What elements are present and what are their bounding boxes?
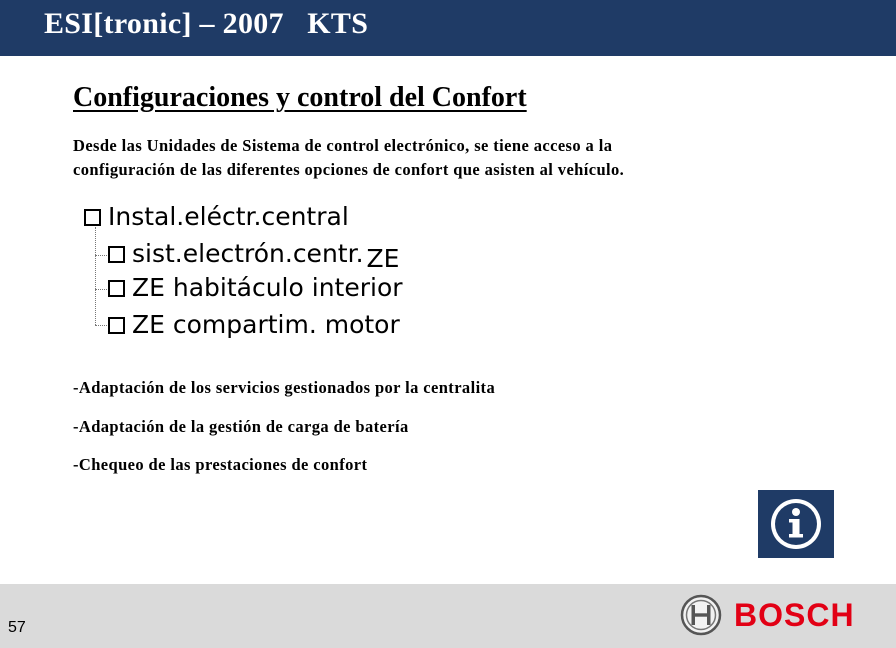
checkbox-icon[interactable]	[108, 317, 125, 334]
bosch-logo	[680, 594, 880, 636]
checkbox-icon[interactable]	[108, 280, 125, 297]
bullet-item: -Adaptación de la gestión de carga de batería	[73, 417, 409, 436]
header-title: ESI[tronic] – 2007 KTS	[44, 7, 369, 40]
tree-connector	[95, 325, 107, 326]
checkbox-icon[interactable]	[84, 209, 101, 226]
intro-line-2: configuración de las diferentes opciones de confort que asisten al vehículo.	[73, 160, 625, 179]
tree-node-root[interactable]	[84, 202, 349, 232]
intro-line-1: Desde las Unidades de Sistema de control electrónico, se tiene acceso a la	[73, 136, 613, 155]
header-bar	[0, 0, 896, 56]
info-icon	[768, 496, 824, 552]
tree-node-label: Instal.eléctr.central	[108, 202, 349, 231]
tree-connector	[95, 255, 107, 256]
bosch-wordmark: BOSCH	[734, 596, 855, 633]
config-tree	[76, 197, 456, 345]
bullet-item: -Chequeo de las prestaciones de confort	[73, 455, 368, 474]
bosch-armature-icon	[680, 594, 722, 636]
tree-node-label: ZE compartim. motor	[132, 310, 400, 339]
page-number: 57	[8, 619, 26, 636]
tree-node-child[interactable]	[108, 239, 400, 273]
tree-node-suffix: ZE	[366, 244, 400, 273]
intro-paragraph	[73, 134, 773, 182]
bullet-item: -Adaptación de los servicios gestionados por la centralita	[73, 378, 496, 397]
tree-node-label: ZE habitáculo interior	[132, 273, 403, 302]
tree-node-label: sist.electrón.centr.	[132, 239, 364, 268]
tree-connector-vertical	[95, 227, 96, 325]
tree-node-child[interactable]	[108, 273, 403, 303]
tree-node-child[interactable]	[108, 310, 400, 340]
info-button[interactable]	[758, 490, 834, 558]
checkbox-icon[interactable]	[108, 246, 125, 263]
slide-heading: Configuraciones y control del Confort	[73, 82, 527, 113]
tree-connector	[95, 289, 107, 290]
